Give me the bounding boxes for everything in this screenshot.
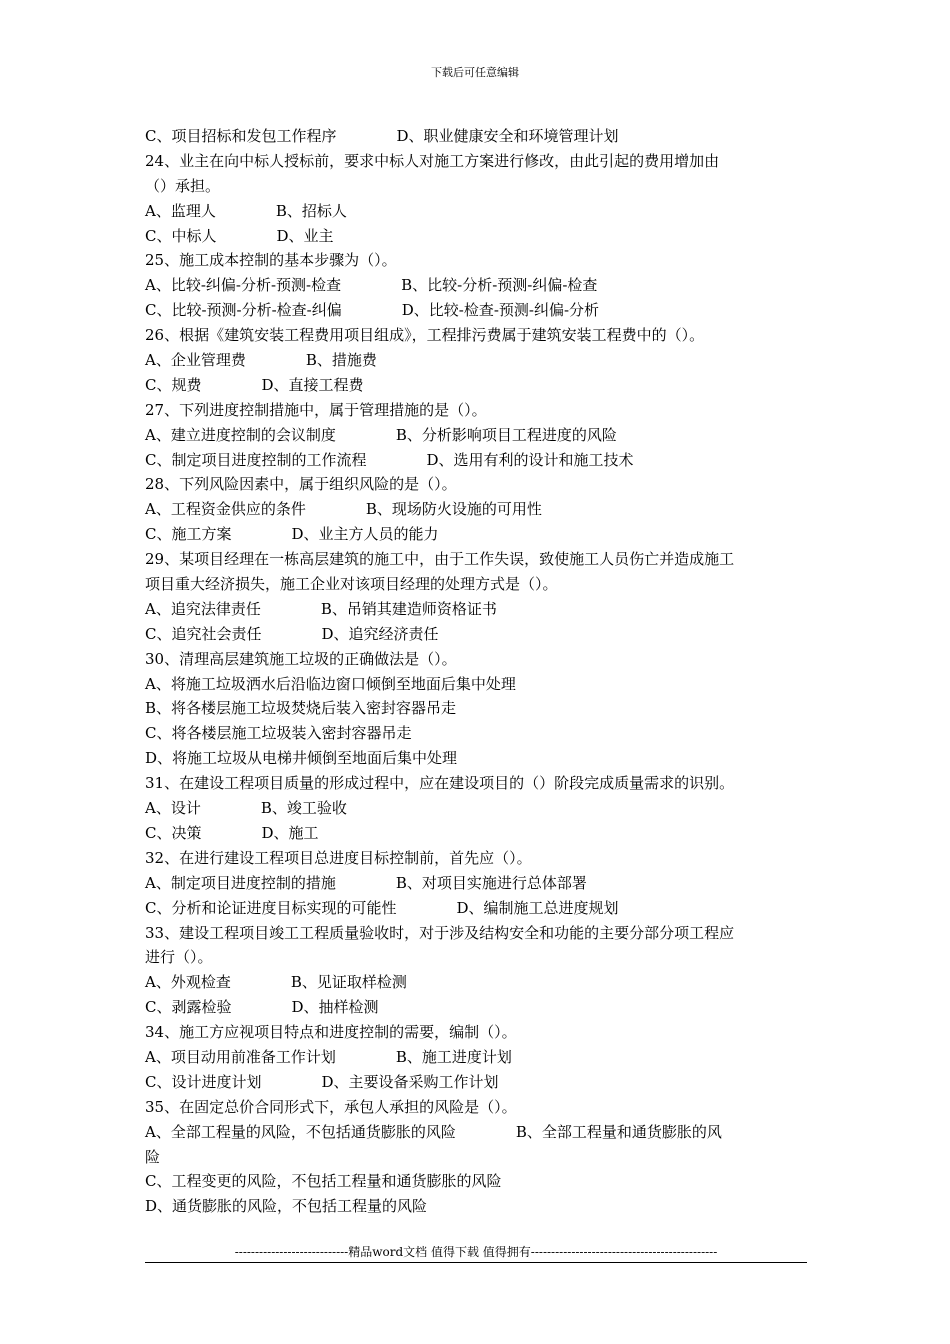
text-line: A、制定项目进度控制的措施 B、对项目实施进行总体部署 xyxy=(145,873,587,892)
footer-divider xyxy=(145,1262,807,1263)
text-line: B、将各楼层施工垃圾焚烧后装入密封容器吊走 xyxy=(145,699,457,718)
text-line: 30、清理高层建筑施工垃圾的正确做法是（）。 xyxy=(145,649,457,668)
text-line: C、项目招标和发包工作程序 D、职业健康安全和环境管理计划 xyxy=(145,127,619,145)
text-line: C、施工方案 D、业主方人员的能力 xyxy=(145,525,439,544)
document-body xyxy=(145,124,810,1219)
text-line: 27、下列进度控制措施中，属于管理措施的是（）。 xyxy=(145,400,487,419)
text-line: C、规费 D、直接工程费 xyxy=(145,375,364,394)
text-line: C、决策 D、施工 xyxy=(145,823,319,842)
text-line: （）承担。 xyxy=(145,176,221,195)
text-line: 32、在进行建设工程项目总进度目标控制前，首先应（）。 xyxy=(145,848,532,867)
text-line: A、建立进度控制的会议制度 B、分析影响项目工程进度的风险 xyxy=(145,425,617,444)
text-line: C、中标人 D、业主 xyxy=(145,226,334,245)
text-line: C、剥露检验 D、抽样检测 xyxy=(145,998,379,1017)
text-line: 35、在固定总价合同形式下，承包人承担的风险是（）。 xyxy=(145,1097,517,1116)
text-line: 项目重大经济损失，施工企业对该项目经理的处理方式是（）。 xyxy=(145,575,558,594)
text-line: D、通货膨胀的风险，不包括工程量的风险 xyxy=(145,1197,428,1216)
text-line: A、将施工垃圾洒水后沿临边窗口倾倒至地面后集中处理 xyxy=(145,674,516,693)
text-line: A、工程资金供应的条件 B、现场防火设施的可用性 xyxy=(145,500,542,519)
text-line: A、全部工程量的风险，不包括通货膨胀的风险 B、全部工程量和通货膨胀的风 xyxy=(145,1122,722,1141)
text-line: C、工程变更的风险，不包括工程量和通货膨胀的风险 xyxy=(145,1172,502,1191)
text-line: 险 xyxy=(145,1147,161,1166)
text-line: 26、根据《建筑安装工程费用项目组成》，工程排污费属于建筑安装工程费中的（）。 xyxy=(145,326,705,345)
text-line: A、追究法律责任 B、吊销其建造师资格证书 xyxy=(145,599,497,618)
text-line: C、设计进度计划 D、主要设备采购工作计划 xyxy=(145,1072,499,1091)
text-line: A、外观检查 B、见证取样检测 xyxy=(145,973,407,992)
text-line: A、项目动用前准备工作计划 B、施工进度计划 xyxy=(145,1047,512,1066)
text-line: C、比较-预测-分析-检查-纠偏 D、比较-检查-预测-纠偏-分析 xyxy=(145,301,600,320)
text-line: 31、在建设工程项目质量的形成过程中，应在建设项目的（）阶段完成质量需求的识别。 xyxy=(145,774,735,793)
text-line: C、制定项目进度控制的工作流程 D、选用有利的设计和施工技术 xyxy=(145,450,634,469)
text-line: 34、施工方应视项目特点和进度控制的需要，编制（）。 xyxy=(145,1023,517,1042)
text-line: 28、下列风险因素中，属于组织风险的是（）。 xyxy=(145,475,457,494)
page-header: 下载后可任意编辑 xyxy=(431,66,519,79)
text-line: 29、某项目经理在一栋高层建筑的施工中，由于工作失误，致使施工人员伤亡并造成施工 xyxy=(145,550,735,569)
page-footer: ----------------------------精品word文档 值得下载 值得拥有---------------------------------------------- xyxy=(234,1245,718,1259)
text-line: A、监理人 B、招标人 xyxy=(145,201,347,220)
text-line: A、比较-纠偏-分析-预测-检查 B、比较-分析-预测-纠偏-检查 xyxy=(145,276,598,295)
text-line: C、追究社会责任 D、追究经济责任 xyxy=(145,624,439,643)
text-line: 24、业主在向中标人授标前，要求中标人对施工方案进行修改，由此引起的费用增加由 xyxy=(145,151,720,170)
text-line: 33、建设工程项目竣工工程质量验收时，对于涉及结构安全和功能的主要分部分项工程应 xyxy=(145,923,735,942)
text-line: C、分析和论证进度目标实现的可能性 D、编制施工总进度规划 xyxy=(145,898,619,917)
text-line: 进行（）。 xyxy=(145,948,213,967)
text-line: A、设计 B、竣工验收 xyxy=(145,799,347,818)
text-line: A、企业管理费 B、措施费 xyxy=(145,351,377,370)
text-line: D、将施工垃圾从电梯井倾倒至地面后集中处理 xyxy=(145,749,458,768)
text-line: C、将各楼层施工垃圾装入密封容器吊走 xyxy=(145,724,412,743)
text-line: 25、施工成本控制的基本步骤为（）。 xyxy=(145,251,397,270)
